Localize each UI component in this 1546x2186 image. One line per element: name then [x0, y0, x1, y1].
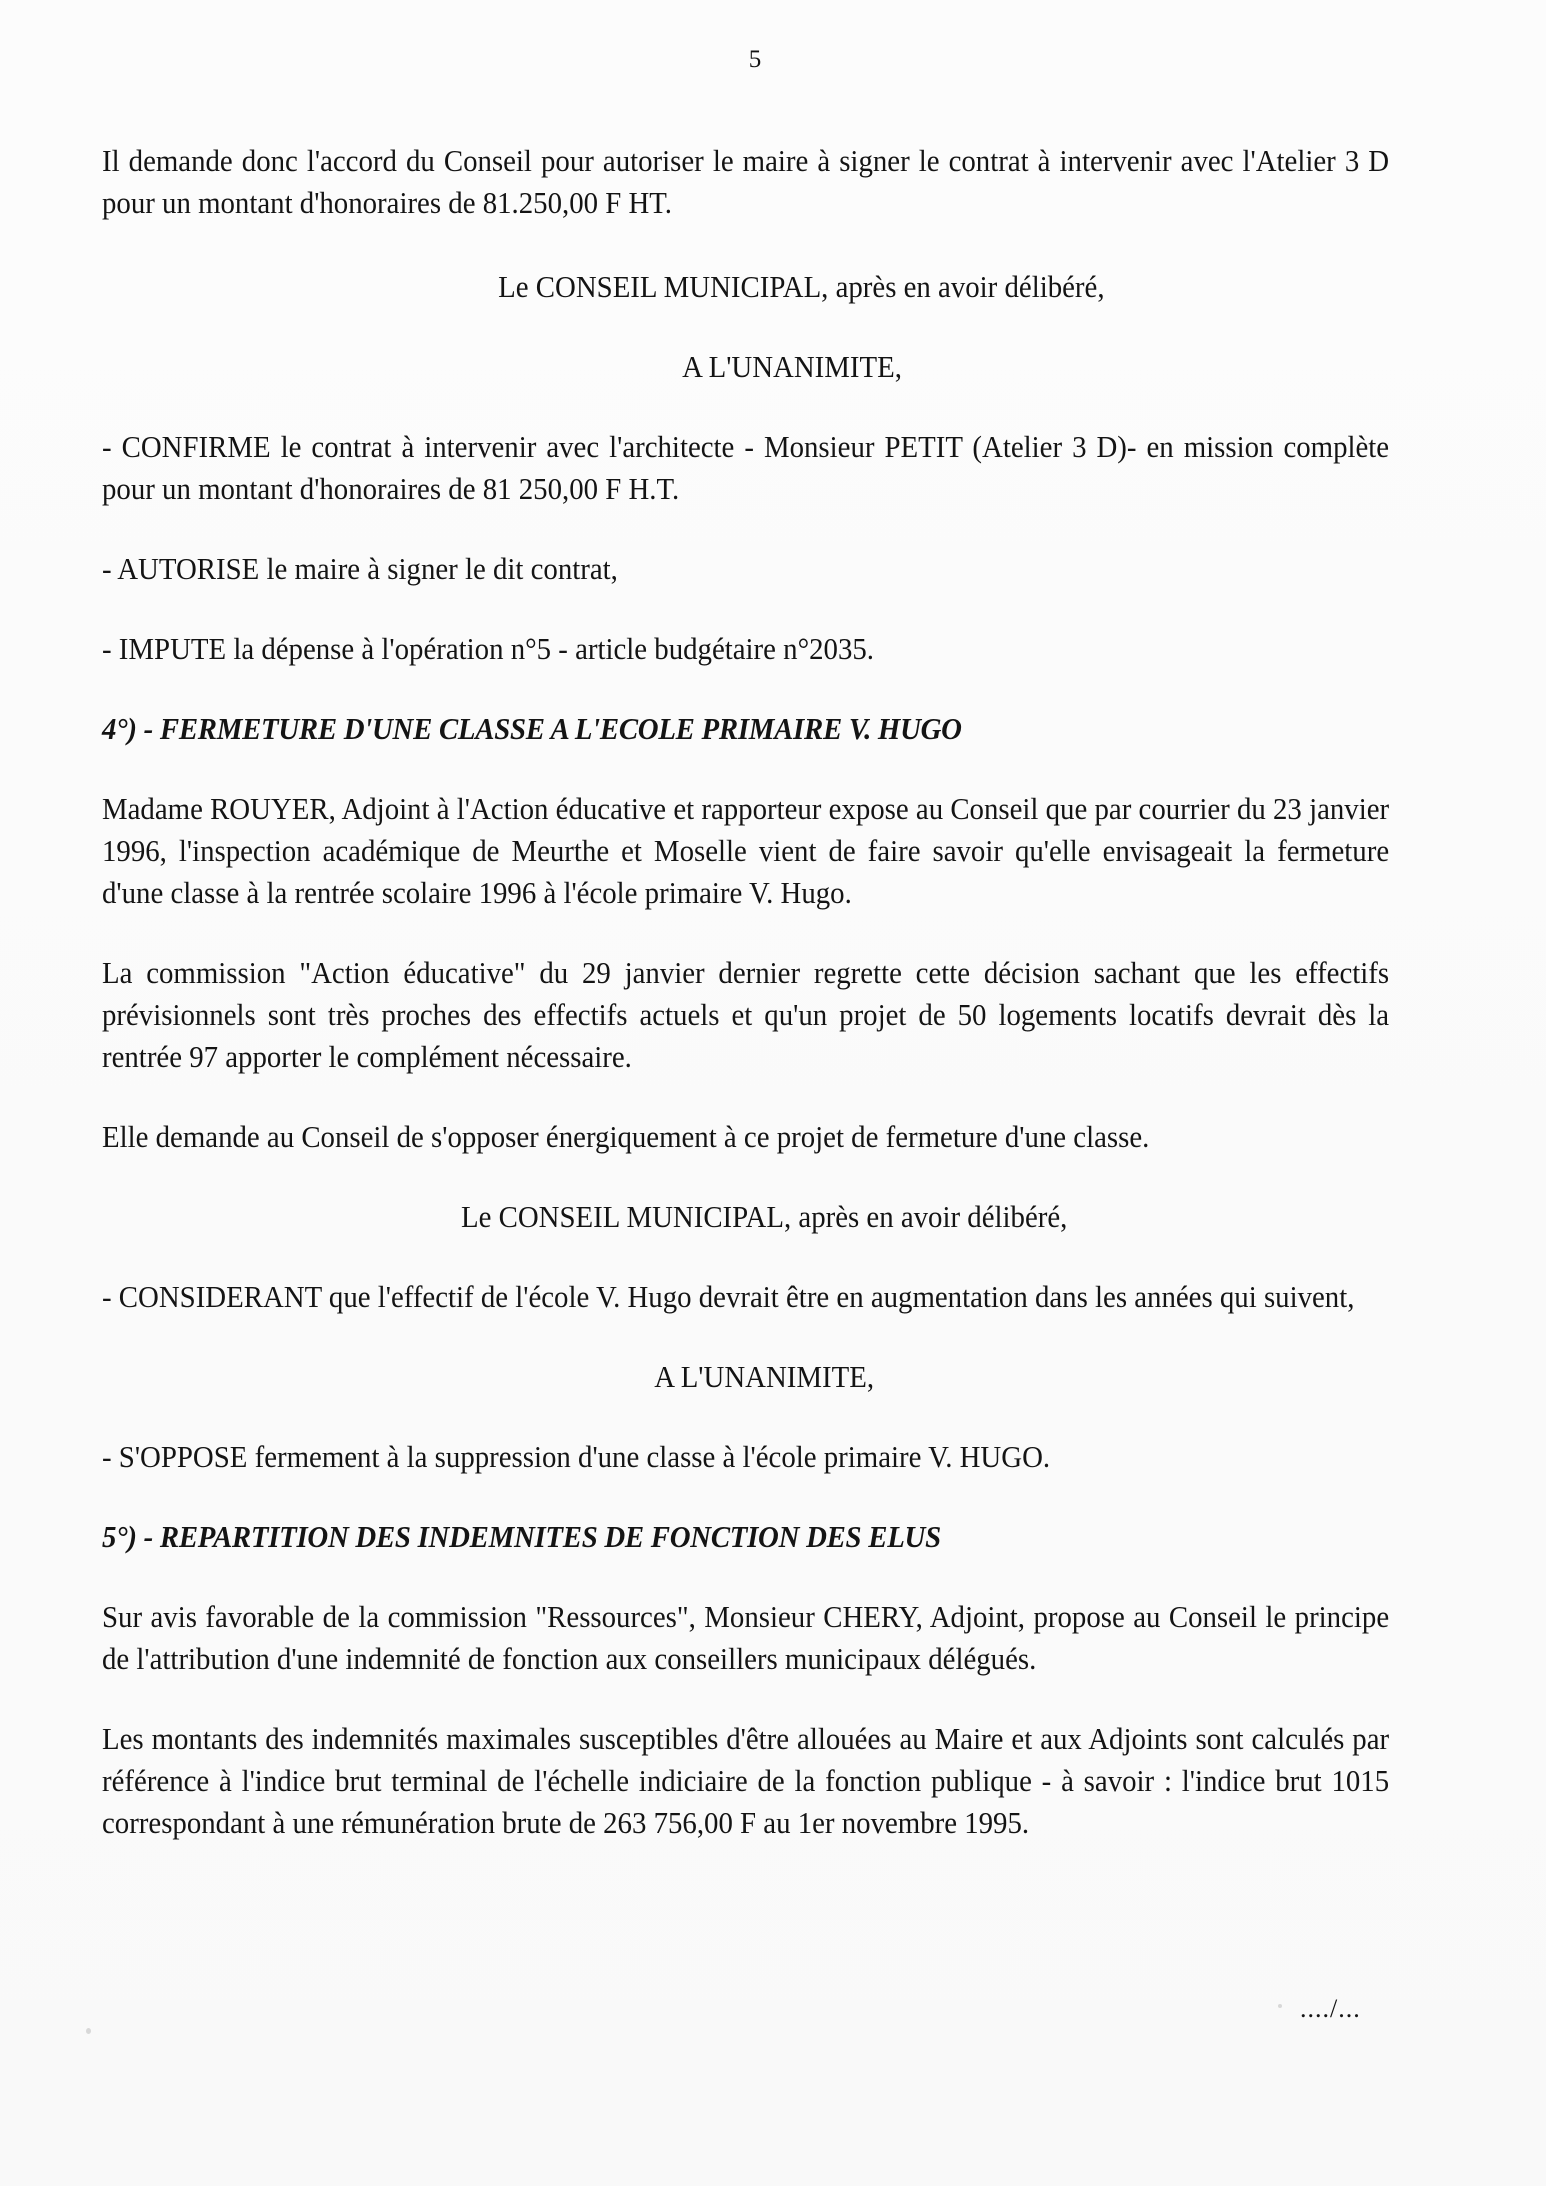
- section-4-paragraph-1: Madame ROUYER, Adjoint à l'Action éducative et rapporteur expose au Conseil que par courrier du 23 janvier 1996, l'inspection académique de Meurthe et Moselle vient de faire savoir qu'elle envisageait la fermeture d'une classe à la rentrée scolaire 1996 à l'école primaire V. Hugo.: [102, 791, 1390, 910]
- section-4-heading: 4°) - FERMETURE D'UNE CLASSE A L'ECOLE PRIMAIRE V. HUGO: [102, 711, 962, 746]
- scan-speck: [1278, 2004, 1282, 2008]
- section-4-paragraph-3: Elle demande au Conseil de s'opposer énergiquement à ce projet de fermeture d'une classe.: [102, 1119, 1150, 1154]
- intro-paragraph: Il demande donc l'accord du Conseil pour autoriser le maire à signer le contrat à intervenir avec l'Atelier 3 D pour un montant d'honoraires de 81.250,00 F HT.: [102, 143, 1390, 220]
- scan-speck: [86, 2028, 91, 2034]
- document-body: [102, 140, 1389, 1844]
- unanimity-line: A L'UNANIMITE,: [682, 349, 902, 384]
- resolution-autorise: - AUTORISE le maire à signer le dit contrat,: [102, 551, 618, 586]
- council-deliberation-line: Le CONSEIL MUNICIPAL, après en avoir délibéré,: [460, 1199, 1068, 1234]
- council-deliberation-line: Le CONSEIL MUNICIPAL, après en avoir délibéré,: [498, 269, 1105, 304]
- section-5-paragraph-1: Sur avis favorable de la commission "Ressources", Monsieur CHERY, Adjoint, propose au Conseil le principe de l'attribution d'une indemnité de fonction aux conseillers municipaux délégués.: [102, 1599, 1390, 1676]
- section-5-heading: 5°) - REPARTITION DES INDEMNITES DE FONCTION DES ELUS: [102, 1519, 941, 1554]
- resolution-considerant: - CONSIDERANT que l'effectif de l'école V. Hugo devrait être en augmentation dans les années qui suivent,: [102, 1279, 1355, 1314]
- resolution-s-oppose: - S'OPPOSE fermement à la suppression d'une classe à l'école primaire V. HUGO.: [102, 1439, 1051, 1474]
- continuation-mark: ..../...: [1300, 1994, 1361, 2023]
- section-5-paragraph-2: Les montants des indemnités maximales susceptibles d'être allouées au Maire et aux Adjoints sont calculés par référence à l'indice brut terminal de l'échelle indiciaire de la fonction publique - à savoir : l'indice brut 1015 correspondant à une rémunération brute de 263 756,00 F au 1er novembre 1995.: [102, 1721, 1390, 1840]
- unanimity-line: A L'UNANIMITE,: [654, 1359, 875, 1394]
- section-4-paragraph-2: La commission "Action éducative" du 29 janvier dernier regrette cette décision sachant que les effectifs prévisionnels sont très proches des effectifs actuels et qu'un projet de 50 logements locatifs devrait dès la rentrée 97 apporter le complément nécessaire.: [102, 955, 1390, 1074]
- resolution-impute: - IMPUTE la dépense à l'opération n°5 - article budgétaire n°2035.: [102, 631, 874, 666]
- page-number: 5: [748, 46, 762, 73]
- resolution-confirme: - CONFIRME le contrat à intervenir avec l'architecte - Monsieur PETIT (Atelier 3 D)- en mission complète pour un montant d'honoraires de 81 250,00 F H.T.: [102, 429, 1390, 506]
